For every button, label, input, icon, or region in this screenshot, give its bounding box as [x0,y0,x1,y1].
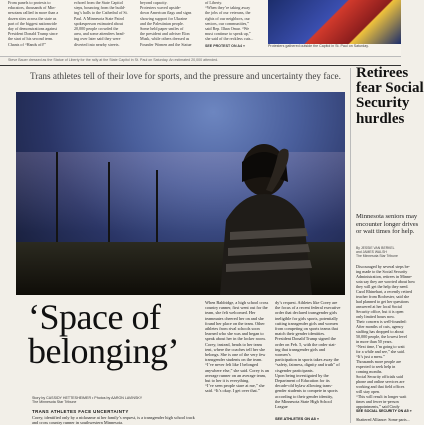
text-line: ing over later said they were [74,36,121,42]
headline-line: ‘Space of [28,297,161,337]
text-line: Musk, while others dressed as [140,36,190,42]
top-story-column-2 [74,0,132,47]
sidebar-headline [356,65,424,127]
text-line: Corey, instead, heads to her team [205,341,262,347]
main-photo [16,92,345,295]
text-line: participation in sports takes away the [275,357,339,363]
text-line: showing support for Ukraine [140,15,188,21]
text-line: according to their gender identity, [275,393,334,399]
text-line: rights of our neighbors, our [205,15,250,21]
text-line: working and that field offices [356,384,405,389]
text-line: order on Feb. 5, with the order stat- [275,341,336,347]
sidebar-footer: Shattered Alliance: Some parts... [356,417,410,422]
text-line: “I’ve seen people stare at me,” she [205,383,265,389]
text-line: match their gender identities. [275,331,326,337]
text-line: she said of the reckless cuts... [205,36,254,42]
byline-names: Story by CASSIDY HETTESHEIMER • Photos by AARON LAVINSKY [32,396,143,400]
text-line: nesotans rallied in more than a [8,10,59,16]
text-line: will stay open. [356,389,380,394]
text-line: beyond capacity. [140,0,168,5]
text-line: staffing has dropped to about [356,329,404,334]
text-line: sota say they are worried about how [356,279,416,284]
flag-caption: Steve Bauer dressed as the Statue of Liberty for the rally at the State Capitol in St. Paul on Saturday. An estimated 20,000 attended. [8,58,219,62]
text-line: Discouraged by several steps be- [356,264,410,269]
text-line: the jobs of our veterans, the [205,10,251,16]
main-headline [28,297,179,371]
main-story-continued[interactable]: SEE ATHLETES ON A8 » [275,417,319,421]
main-subkicker: TRANS ATHLETES FACE UNCERTAINTY [32,409,129,414]
headline-line: hurdles [356,110,405,127]
text-line: the focus of a recent federal executive [275,305,341,311]
headline-line: fear Social [356,80,424,97]
text-line: “Next time, I’m going to wait [356,344,405,349]
sidebar-byline [356,246,402,259]
text-line: phone and online services are [356,379,405,384]
text-line: spokesperson estimated about [74,20,123,26]
protest-photo [268,0,401,44]
text-line: belongs. She is one of the very few [205,352,266,358]
text-line: but to her it is everything. [205,378,250,384]
top-story-column-1 [8,0,66,47]
protest-photo-caption: Protesters gathered outside the Capitol in St. Paul on Saturday. [268,44,369,48]
text-line: country runner, first went out for the [205,305,268,311]
main-byline [32,396,142,405]
text-line: ineligible for girls sports, potentially [275,315,338,321]
text-line: decade-old bylaw allowing trans- [275,383,333,389]
byline-line: and JAMES WALSH [356,250,387,255]
text-line: Upon being investigated by the [275,372,329,378]
top-story-continued[interactable]: SEE PROTEST ON A4 » [205,44,246,48]
text-line: expected to seek help in [356,364,396,369]
text-line: educators, thousands of Min- [8,5,56,11]
text-line: team, she felt welcomed. Her [205,310,256,316]
text-line: only limited hours now. [356,314,395,319]
text-line: “I’ve never felt like I belonged [205,362,259,368]
text-line: Founder Women and the Statue [140,41,192,47]
text-line: speak about her in the locker room. [205,336,266,342]
text-line: dy’s request. Athletes like Corey are [275,300,338,305]
text-line: part of the biggest nationwide [8,20,57,26]
text-line: ing made to the Social Security [356,269,408,274]
dek-line: or wait times for help. [356,228,415,236]
text-line: “It’s just a mess.” [356,354,385,359]
text-line: Department of Education for its [275,378,330,384]
top-story-section [0,0,401,56]
divider [0,65,401,66]
text-line: 50,000 people, the lowest level [356,334,407,339]
byline-line: By JESSIE VAN BERKEL [356,246,395,250]
headline-line: Retirees [356,65,409,81]
text-line: in more than 50 years. [356,339,393,344]
text-line: day of demonstrations against [8,26,58,32]
text-line: diverted into nearby streets. [74,41,120,47]
text-line: “This will result in longer wait [356,394,407,399]
text-line: echoed from the State Capitol [74,0,123,5]
byline-line: The Minnesota Star Tribune [356,254,398,259]
text-line: answered at her local Social [356,304,402,309]
text-line: transgender students on the team. [205,357,263,363]
text-line: seniors, our communities,” [205,20,250,26]
text-line: area, and some attendees head- [74,31,125,37]
text-line: down American flags and signs [140,10,192,16]
text-line: learned who she was and began to [205,331,264,337]
text-line: Protesters waved upside- [140,5,181,11]
text-line: President Donald Trump signed the [275,336,336,342]
section-kicker: Trans athletes tell of their love for sports, and the pressure and uncertainty they face. [30,71,341,81]
text-line: Chants of “Hands off!” [8,41,47,47]
text-line: for a while and see,” she said. [356,349,405,354]
text-line: teacher from Rochester, said she [356,294,410,299]
athlete-silhouette [202,132,322,295]
text-line: Thousands more people are [356,359,402,364]
text-line: tent, where the coaches tell her she [205,346,266,352]
text-line: dozen sites across the state as [8,15,57,21]
text-line: said Rep. Ilhan Omar. “We [205,26,250,32]
text-line: appointments,” said Cindy [356,404,400,409]
text-line: had planned to get her questions [356,299,409,304]
text-line: cisgender participants. [275,367,314,373]
text-line: 20,000 people crowded the [74,26,119,32]
text-line: anywhere else,” she said. Corey is an [205,367,269,373]
sidebar-dek [356,213,419,236]
text-line: Security office, but it is open [356,309,404,314]
text-line: of Liberty. [205,0,223,5]
text-line: gender students to compete in sports [275,388,338,394]
text-line: Their concern is well-founded: [356,319,407,324]
text-line: they will get the help they need. [356,284,409,289]
text-line: from competing on sports teams that [275,326,338,332]
text-line: cutting transgender girls and women [275,320,338,326]
text-line: President Donald Trump since [8,31,58,37]
text-line: “When they’re taking away [205,5,251,11]
text-line: and the Palestinian people. [140,20,184,26]
text-line: found her place on the team. Other [205,320,265,326]
text-line: ing’s halls to the Cathedral of St. [74,10,128,16]
text-line: the start of his second term. [8,36,54,42]
text-line: coming months. [356,369,383,374]
top-story-column-3 [140,0,198,47]
main-story-column-a [205,300,271,394]
text-line: Paul. A Minnesota State Patrol [74,15,125,21]
dek-line: encounter longer drives [356,220,419,228]
sidebar-continued[interactable]: SEE SOCIAL SECURITY ON A5 » [356,409,412,413]
main-lead: Corey, identified only by a nickname at her family’s request, is a transgender high school track and cross country runner in southwestern Minnesota. [32,415,195,425]
text-line: “safety, fairness, dignity and truth” of [275,362,340,368]
text-line: teammates cheered her on and she [205,315,264,321]
text-line: the president and adviser Elon [140,31,190,37]
text-line: Some held paper smiles of [140,26,184,32]
headline-line: Security [356,95,410,112]
headline-line: belonging’ [28,331,179,371]
text-line: average runner on an average team, [205,372,267,378]
top-story-column-4 [205,0,265,42]
text-line: After months of cuts, agency [356,324,404,329]
text-line: ing that transgender girls and women’s [275,346,326,358]
text-line: steps, bouncing from the build- [74,5,126,11]
byline-org: The Minnesota Star Tribune [32,400,77,405]
text-line: said. “It’s okay. I get over that.” [205,388,260,394]
sidebar-body [356,264,416,409]
text-line: must continue to speak up,” [205,31,251,37]
divider [0,56,401,57]
text-line: order that declared transgender girls [275,310,338,316]
dek-line: Minnesota seniors may [356,213,418,220]
text-line: Administration, retirees in Minne- [356,274,413,279]
text-line: times and fewer in-person [356,399,399,404]
text-line: When Baldridge, a high school cross [205,300,269,305]
text-line: Carol Rhinehart, a recently retired [356,289,413,294]
text-line: Social Security officials said [356,374,403,379]
text-line: the Minnesota State High School League [275,398,332,410]
text-line: From panels to protests to [8,0,51,5]
main-story-column-b [275,300,341,409]
text-line: athletes from rival schools soon [205,326,260,332]
divider [350,68,351,423]
